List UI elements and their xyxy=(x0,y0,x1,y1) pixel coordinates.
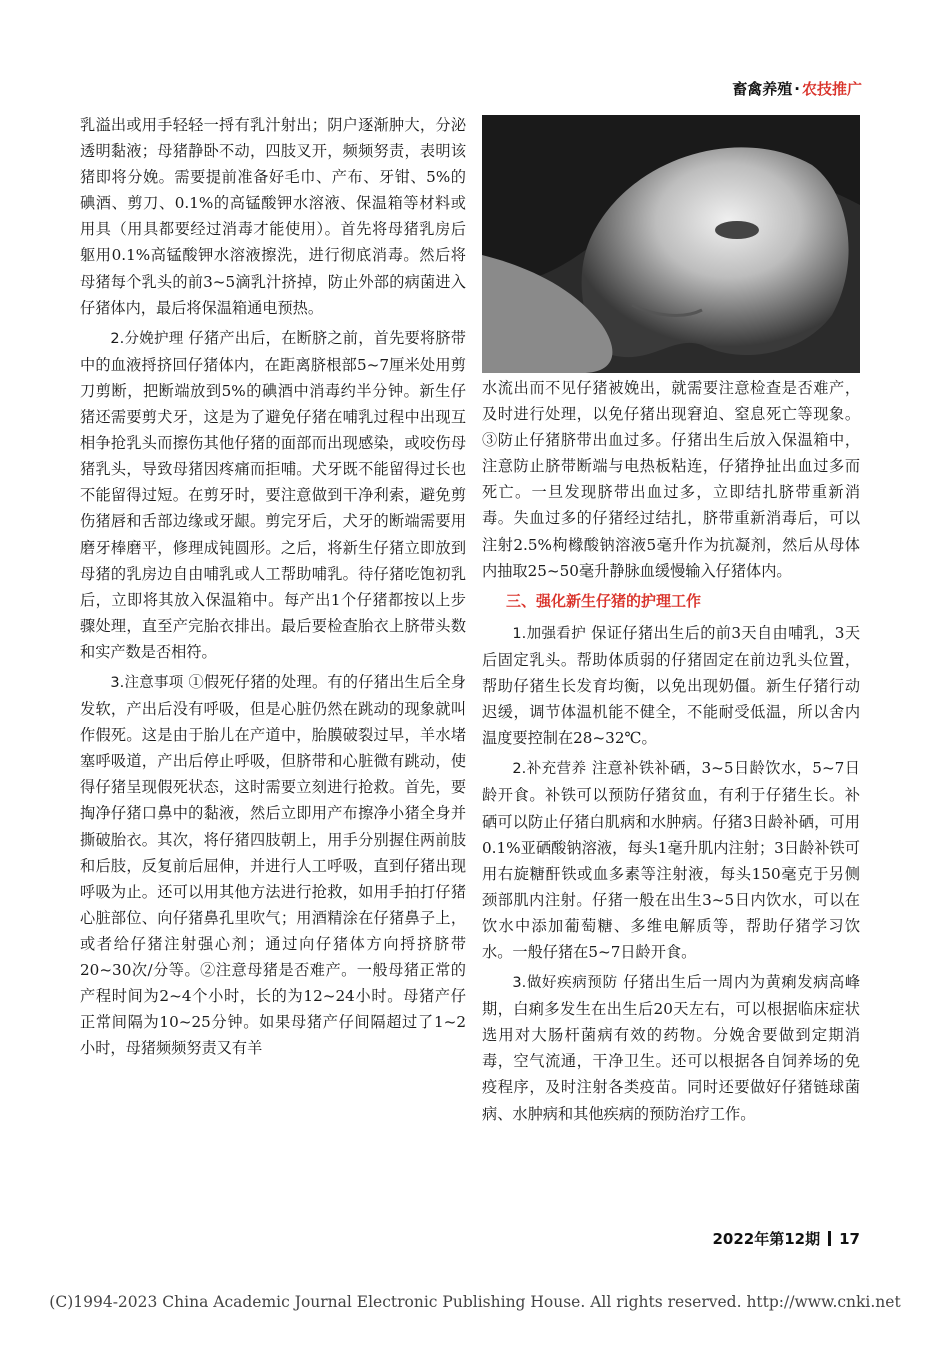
paragraph-text: 仔猪产出后，在断脐之前，首先要将脐带中的血液捋挤回仔猪体内，在距离脐根部5~7厘米处用剪刀剪断，把断端放到5%的碘酒中消毒约半分钟。新生仔猪还需要剪犬牙，这是为了避免仔猪在哺乳过程中出现互相争抢乳头而擦伤其他仔猪的面部而出现感染，或咬伤母猪乳头，导致母猪因疼痛而拒哺。犬牙既不能留得过长也不能留得过短。在剪牙时，要注意做到干净利索，避免剪伤猪唇和舌部边缘或牙龈。剪完牙后，犬牙的断端需要用磨牙棒磨平，修理成钝圆形。之后，将新生仔猪立即放到母猪的乳房边自由哺乳或人工帮助哺乳。待仔猪吃饱初乳后，立即将其放入保温箱中。每产出1个仔猪都按以上步骤处理，直至产完胎衣排出。最后要检查胎衣上脐带头数和实产数是否相符。 xyxy=(80,328,466,661)
paragraph: 水流出而不见仔猪被娩出，就需要注意检查是否难产，及时进行处理，以免仔猪出现窘迫、窒息死亡等现象。③防止仔猪脐带出血过多。仔猪出生后放入保温箱中，注意防止脐带断端与电热板粘连，仔猪挣扯出血过多而死亡。一旦发现脐带出血过多，立即结扎脐带重新消毒。失血过多的仔猪经过结扎，脐带重新消毒后，可以注射2.5%枸橼酸钠溶液5毫升作为抗凝剂，然后从母体内抽取25~50毫升静脉血缓慢输入仔猪体内。 xyxy=(482,379,860,580)
paragraph xyxy=(482,755,860,965)
copyright-notice: (C)1994-2023 China Academic Journal Electronic Publishing House. All rights reserved. http://www.cnki.net xyxy=(49,1293,901,1311)
column-tag: 农技推广 xyxy=(801,80,862,98)
paragraph-text: 保证仔猪出生后的前3天自由哺乳，3天后固定乳头。帮助体质弱的仔猪固定在前边乳头位置，帮助仔猪生长发育均衡，以免出现奶僵。新生仔猪行动迟缓，调节体温机能不健全，不能耐受低温，所以舍内温度要控制在28~32℃。 xyxy=(482,623,861,748)
left-column xyxy=(80,112,466,1065)
subheading: 3.注意事项 xyxy=(110,674,184,691)
subheading: 1.加强看护 xyxy=(512,625,587,642)
paragraph-text: 仔猪出生后一周内为黄痢发病高峰期，白痢多发生在出生后20天左右，可以根据临床症状选用对大肠杆菌病有效的药物。分娩舍要做到定期消毒，空气流通，干净卫生。还可以根据各自饲养场的免疫程序，及时注射各类疫苗。同时还要做好仔猪链球菌病、水肿病和其他疾病的预防治疗工作。 xyxy=(482,973,861,1123)
paragraph-text: ①假死仔猪的处理。有的仔猪出生后全身发软，产出后没有呼吸，但是心脏仍然在跳动的现象就叫作假死。这是由于胎儿在产道中，胎膜破裂过早，羊水堵塞呼吸道，产出后停止呼吸，但脐带和心脏微有跳动，使得仔猪呈现假死状态，这时需要立刻进行抢救。首先，要掏净仔猪口鼻中的黏液，然后立即用产布擦净小猪全身并撕破胎衣。其次，将仔猪四肢朝上，用手分别握住两前肢和后肢，反复前后屈伸，并进行人工呼吸，直到仔猪出现呼吸为止。还可以用其他方法进行抢救，如用手拍打仔猪心脏部位、向仔猪鼻孔里吹气；用酒精涂在仔猪鼻子上，或者给仔猪注射强心剂；通过向仔猪体方向捋挤脐带20~30次/分等。②注意母猪是否难产。一般母猪正常的产程时间为2~4个小时，长的为12~24小时。母猪产仔正常间隔为10~25分钟。如果母猪产仔间隔超过了1~2小时，母猪频频努责又有羊 xyxy=(80,672,466,1058)
footer-divider xyxy=(828,1231,831,1246)
paragraph xyxy=(482,620,860,751)
paragraph xyxy=(80,325,466,665)
paragraph xyxy=(80,669,466,1061)
subheading: 2.补充营养 xyxy=(512,761,587,778)
page-number: 17 xyxy=(839,1230,860,1248)
paragraph: 乳溢出或用手轻轻一捋有乳汁射出；阴户逐渐肿大，分泌透明黏液；母猪静卧不动，四肢叉开，频频努责，表明该猪即将分娩。需要提前准备好毛巾、产布、牙钳、5%的碘酒、剪刀、0.1%的高锰酸钾水溶液、保温箱等材料或用具（用具都要经过消毒才能使用）。首先将母猪乳房后躯用0.1%高锰酸钾水溶液擦洗，进行彻底消毒。然后将母猪每个乳头的前3~5滴乳汁挤掉，防止外部的病菌进入仔猪体内，最后将保温箱通电预热。 xyxy=(80,116,466,317)
paragraph-text: 注意补铁补硒，3~5日龄饮水，5~7日龄开食。补铁可以预防仔猪贫血，有利于仔猪生长。补硒可以防止仔猪白肌病和水肿病。仔猪3日龄补硒，可用0.1%亚硒酸钠溶液，每头1毫升肌内注射；3日龄补铁可用右旋糖酐铁或血多素等注射液，每头150毫克于另侧颈部肌内注射。仔猪一般在出生3~5日内饮水，可以在饮水中添加葡萄糖、多维电解质等，帮助仔猪学习饮水。一般仔猪在5~7日龄开食。 xyxy=(482,759,860,961)
issue-label: 2022年第12期 xyxy=(712,1230,821,1248)
section-name: 畜禽养殖 xyxy=(732,80,793,98)
header-separator: · xyxy=(794,80,800,98)
page-header xyxy=(732,78,862,99)
piglet-image xyxy=(482,115,860,373)
piglet-photo xyxy=(482,115,860,373)
subheading: 3.做好疾病预防 xyxy=(512,975,618,992)
right-column xyxy=(482,375,860,1131)
paragraph xyxy=(482,969,860,1127)
section-heading: 三、强化新生仔猪的护理工作 xyxy=(506,591,702,610)
page-footer xyxy=(713,1228,861,1249)
subheading: 2.分娩护理 xyxy=(110,330,184,347)
